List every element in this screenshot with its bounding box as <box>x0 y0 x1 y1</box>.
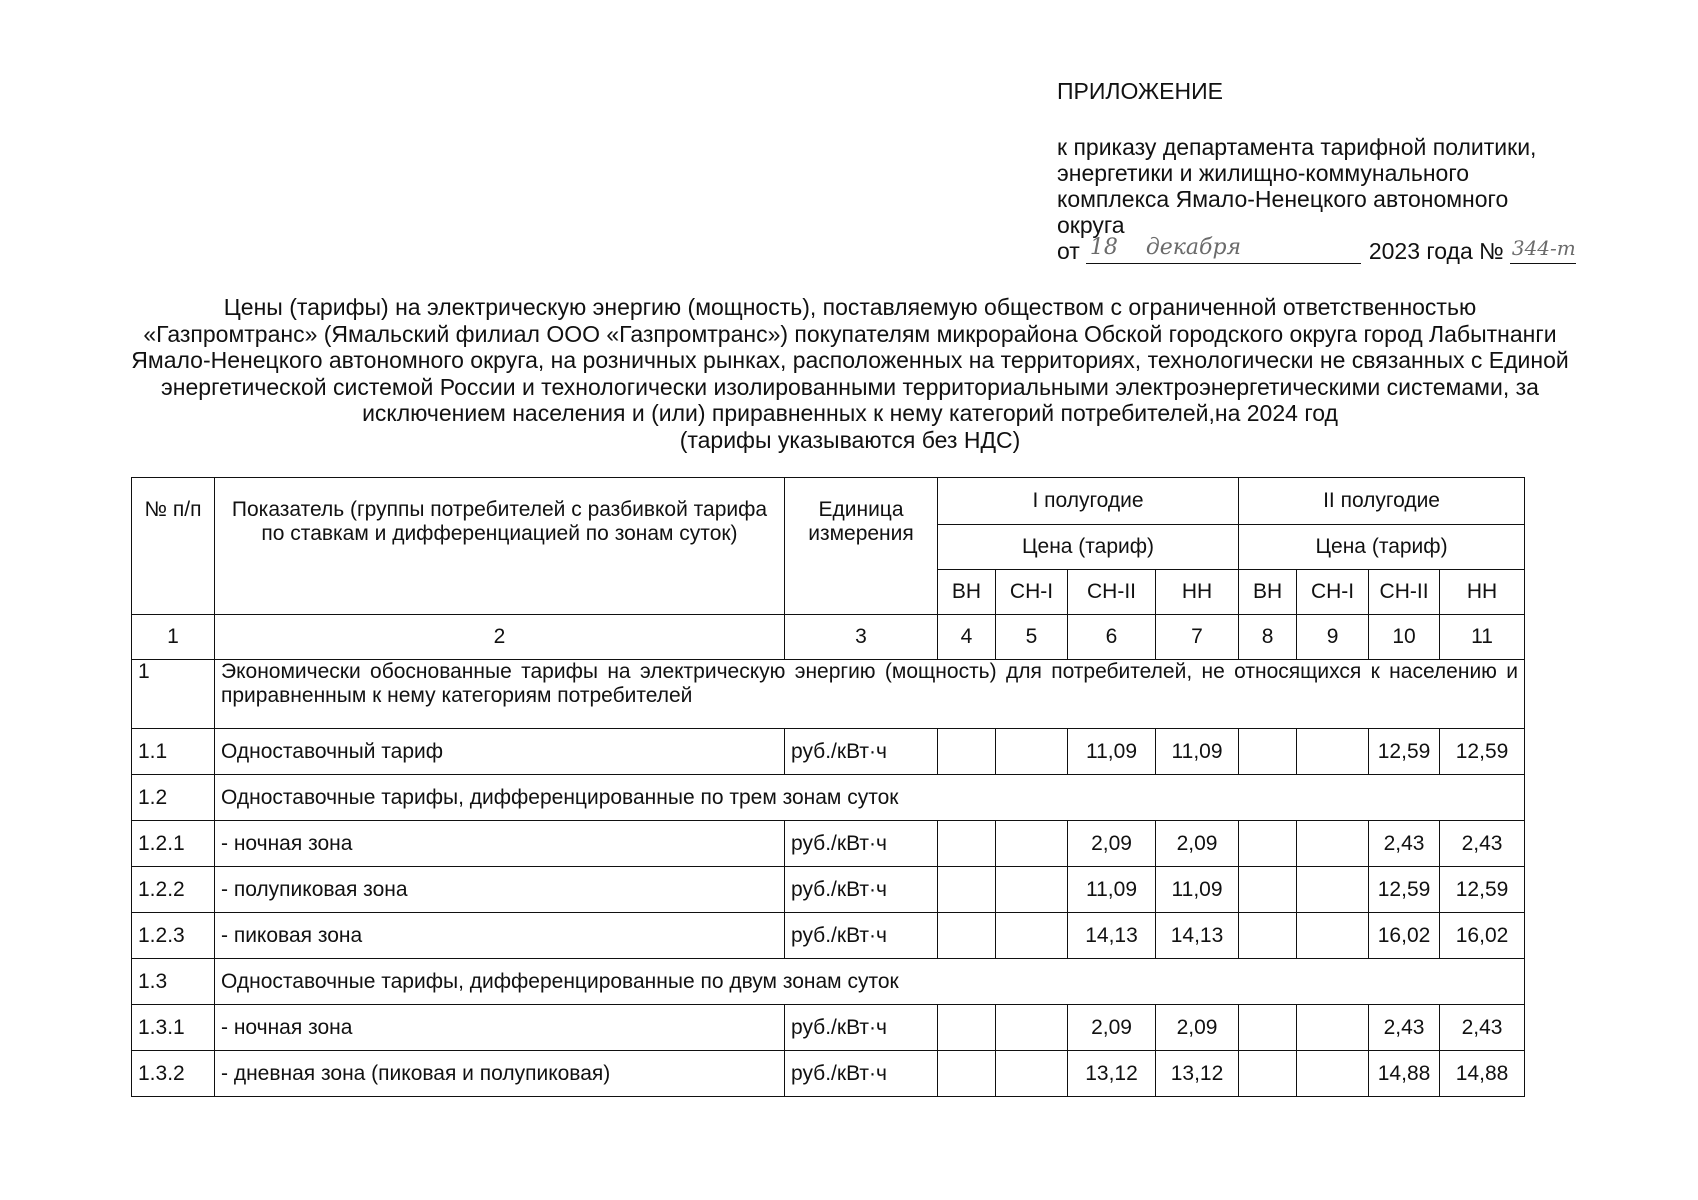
tariff-table <box>131 477 1525 1097</box>
row-code: 1.3.1 <box>132 1005 215 1051</box>
value-cell <box>1239 1005 1297 1051</box>
section-row <box>132 660 1525 729</box>
value-cell: 16,02 <box>1440 913 1525 959</box>
value-cell <box>938 1005 996 1051</box>
header-level: СН-I <box>996 570 1068 615</box>
value-cell: 12,59 <box>1369 729 1440 775</box>
value-cell: 2,43 <box>1369 821 1440 867</box>
value-cell: 11,09 <box>1068 729 1156 775</box>
title-line: (тарифы указываются без НДС) <box>679 426 1021 453</box>
column-number: 9 <box>1297 615 1369 660</box>
table-row <box>132 913 1525 959</box>
header-level: ВН <box>938 570 996 615</box>
value-cell: 11,09 <box>1068 867 1156 913</box>
value-cell <box>1297 821 1369 867</box>
document-title <box>40 294 1660 453</box>
value-cell <box>1297 729 1369 775</box>
date-blank <box>1086 235 1361 264</box>
row-name: - дневная зона (пиковая и полупиковая) <box>215 1051 785 1097</box>
title-line: Цены (тарифы) на электрическую энергию (мощность), поставляемую обществом с ограниченной ответственностью <box>223 294 1477 320</box>
section-text: Одноставочные тарифы, дифференцированные по трем зонам суток <box>215 775 1525 821</box>
number-blank <box>1510 236 1576 264</box>
table-row <box>132 1051 1525 1097</box>
date-year-text: 2023 года № <box>1368 238 1504 264</box>
header-level: НН <box>1440 570 1525 615</box>
section-text: Экономически обоснованные тарифы на электрическую энергию (мощность) для потребителей, не относящихся к населению и приравненным к нему категориям потребителей <box>215 660 1525 729</box>
header-level: НН <box>1156 570 1239 615</box>
order-line: округа <box>1057 212 1125 238</box>
value-cell <box>1239 729 1297 775</box>
value-cell: 11,09 <box>1156 729 1239 775</box>
row-code: 1.2.3 <box>132 913 215 959</box>
value-cell: 2,09 <box>1068 1005 1156 1051</box>
value-cell <box>1239 821 1297 867</box>
value-cell <box>996 1051 1068 1097</box>
value-cell <box>1239 867 1297 913</box>
header-indicator: Показатель (группы потребителей с разбивкой тарифа по ставкам и дифференциацией по зонам суток) <box>215 478 785 615</box>
order-line: к приказу департамента тарифной политики, <box>1057 134 1537 160</box>
title-line: исключением населения и (или) приравненных к нему категорий потребителей,на 2024 год <box>362 400 1338 426</box>
order-date-row <box>1057 235 1657 264</box>
header-level: СН-II <box>1068 570 1156 615</box>
table-row <box>132 729 1525 775</box>
column-number: 10 <box>1369 615 1440 660</box>
row-name: Одноставочный тариф <box>215 729 785 775</box>
value-cell: 16,02 <box>1369 913 1440 959</box>
value-cell: 2,09 <box>1156 1005 1239 1051</box>
value-cell <box>938 913 996 959</box>
row-code: 1.2.1 <box>132 821 215 867</box>
value-cell <box>996 867 1068 913</box>
order-line: комплекса Ямало-Ненецкого автономного <box>1057 186 1509 212</box>
value-cell <box>1239 1051 1297 1097</box>
value-cell: 2,43 <box>1440 1005 1525 1051</box>
header-half2: II полугодие <box>1239 478 1525 525</box>
value-cell: 2,09 <box>1068 821 1156 867</box>
value-cell <box>938 867 996 913</box>
handwritten-month: декабря <box>1145 235 1242 260</box>
value-cell: 11,09 <box>1156 867 1239 913</box>
value-cell: 13,12 <box>1068 1051 1156 1097</box>
row-code: 1.2 <box>132 775 215 821</box>
header-unit: Единица измерения <box>785 478 938 615</box>
value-cell: 14,88 <box>1440 1051 1525 1097</box>
row-name: - пиковая зона <box>215 913 785 959</box>
value-cell: 14,13 <box>1068 913 1156 959</box>
value-cell <box>996 729 1068 775</box>
header-num: № п/п <box>132 478 215 615</box>
row-unit: руб./кВт·ч <box>785 821 938 867</box>
value-cell: 14,13 <box>1156 913 1239 959</box>
header-level: СН-I <box>1297 570 1369 615</box>
header-price1: Цена (тариф) <box>938 525 1239 570</box>
handwritten-order-number: 344-т <box>1511 236 1576 260</box>
row-name: - ночная зона <box>215 1005 785 1051</box>
value-cell <box>938 729 996 775</box>
column-numbers-row <box>132 615 1525 660</box>
value-cell: 12,59 <box>1369 867 1440 913</box>
row-name: - ночная зона <box>215 821 785 867</box>
table-row <box>132 867 1525 913</box>
value-cell <box>1297 867 1369 913</box>
row-unit: руб./кВт·ч <box>785 867 938 913</box>
handwritten-day: 18 <box>1089 235 1118 260</box>
value-cell <box>938 821 996 867</box>
row-code: 1.2.2 <box>132 867 215 913</box>
appendix-heading: ПРИЛОЖЕНИЕ <box>1057 78 1223 104</box>
value-cell: 13,12 <box>1156 1051 1239 1097</box>
column-number: 2 <box>215 615 785 660</box>
column-number: 4 <box>938 615 996 660</box>
value-cell <box>996 1005 1068 1051</box>
header-level: ВН <box>1239 570 1297 615</box>
section-row <box>132 775 1525 821</box>
row-code: 1.3.2 <box>132 1051 215 1097</box>
value-cell <box>996 821 1068 867</box>
row-unit: руб./кВт·ч <box>785 729 938 775</box>
value-cell: 2,43 <box>1440 821 1525 867</box>
date-prefix: от <box>1057 238 1080 264</box>
row-code: 1 <box>132 660 215 729</box>
row-unit: руб./кВт·ч <box>785 1051 938 1097</box>
value-cell: 2,43 <box>1369 1005 1440 1051</box>
value-cell <box>1297 1051 1369 1097</box>
value-cell: 12,59 <box>1440 867 1525 913</box>
value-cell <box>1297 913 1369 959</box>
column-number: 8 <box>1239 615 1297 660</box>
table-row <box>132 1005 1525 1051</box>
appendix-block <box>1057 78 1657 264</box>
column-number: 1 <box>132 615 215 660</box>
column-number: 3 <box>785 615 938 660</box>
value-cell <box>996 913 1068 959</box>
section-row <box>132 959 1525 1005</box>
section-text: Одноставочные тарифы, дифференцированные по двум зонам суток <box>215 959 1525 1005</box>
row-name: - полупиковая зона <box>215 867 785 913</box>
row-code: 1.3 <box>132 959 215 1005</box>
value-cell: 12,59 <box>1440 729 1525 775</box>
row-unit: руб./кВт·ч <box>785 913 938 959</box>
value-cell: 14,88 <box>1369 1051 1440 1097</box>
title-line: энергетической системой России и технологически изолированными территориальными электроэнергетическими системами, за <box>161 373 1539 400</box>
row-code: 1.1 <box>132 729 215 775</box>
column-number: 11 <box>1440 615 1525 660</box>
column-number: 6 <box>1068 615 1156 660</box>
value-cell <box>1297 1005 1369 1051</box>
table-row <box>132 821 1525 867</box>
title-line: Ямало-Ненецкого автономного округа, на розничных рынках, расположенных на территориях, технологически не связанных с Единой <box>131 347 1569 373</box>
column-number: 7 <box>1156 615 1239 660</box>
value-cell <box>938 1051 996 1097</box>
header-price2: Цена (тариф) <box>1239 525 1525 570</box>
title-line: «Газпромтранс» (Ямальский филиал ООО «Газпромтранс») покупателям микрорайона Обской городского округа город Лабытнанги <box>143 320 1557 347</box>
column-number: 5 <box>996 615 1068 660</box>
header-half1: I полугодие <box>938 478 1239 525</box>
value-cell: 2,09 <box>1156 821 1239 867</box>
header-level: СН-II <box>1369 570 1440 615</box>
header-row <box>132 478 1525 525</box>
row-unit: руб./кВт·ч <box>785 1005 938 1051</box>
value-cell <box>1239 913 1297 959</box>
order-line: энергетики и жилищно-коммунального <box>1057 160 1469 186</box>
